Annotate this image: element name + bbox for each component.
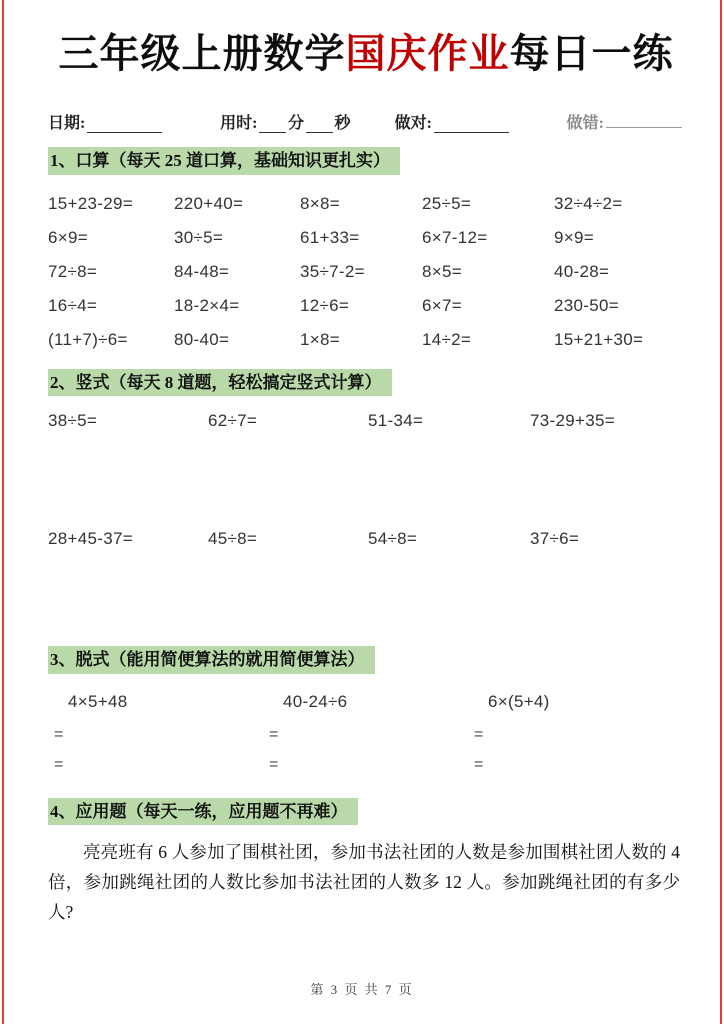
page-number-footer: 第 3 页 共 7 页 bbox=[310, 982, 414, 997]
oral-problem: 30÷5= bbox=[174, 227, 224, 247]
oral-problem: 80-40= bbox=[174, 329, 230, 349]
oral-problem: 8×5= bbox=[422, 261, 462, 281]
oral-problem: 72÷8= bbox=[48, 261, 98, 281]
title-right-text: 每日一练 bbox=[509, 31, 674, 76]
vertical-problem: 51-34= bbox=[368, 411, 424, 431]
minute-suffix-label: 分 bbox=[287, 115, 304, 132]
vertical-problem-row bbox=[48, 528, 684, 550]
oral-problem: 25÷5= bbox=[422, 193, 472, 213]
left-margin-line bbox=[2, 0, 4, 1024]
oral-problem: 84-48= bbox=[174, 261, 230, 281]
equals-sign: = bbox=[269, 725, 279, 743]
oral-problem: 61+33= bbox=[300, 227, 360, 247]
oral-problem: 14÷2= bbox=[422, 329, 472, 349]
oral-problem: 230-50= bbox=[554, 295, 619, 315]
equals-row bbox=[48, 754, 684, 776]
vertical-problem: 38÷5= bbox=[48, 411, 98, 431]
oral-problem: 6×7-12= bbox=[422, 227, 488, 247]
oral-problem: 6×7= bbox=[422, 295, 462, 315]
section-vertical-heading: 2、竖式（每天 8 道题，轻松搞定竖式计算） bbox=[48, 369, 392, 397]
oral-problem: (11+7)÷6= bbox=[48, 329, 128, 349]
meta-row bbox=[48, 110, 684, 133]
oral-problem: 16÷4= bbox=[48, 295, 98, 315]
wrong-group bbox=[567, 110, 684, 133]
stepwise-problem: 40-24÷6 bbox=[283, 691, 348, 711]
stepwise-problem: 6×(5+4) bbox=[488, 691, 550, 711]
oral-problem: 40-28= bbox=[554, 261, 610, 281]
oral-problem: 8×8= bbox=[300, 193, 340, 213]
wrong-blank bbox=[606, 112, 682, 128]
oral-problem: 15+21+30= bbox=[554, 329, 644, 349]
equals-sign: = bbox=[474, 725, 484, 743]
seconds-blank bbox=[306, 117, 333, 133]
date-blank bbox=[87, 117, 162, 133]
equals-row bbox=[48, 724, 684, 746]
right-margin-line bbox=[720, 0, 722, 1024]
equals-sign: = bbox=[269, 755, 279, 773]
oral-problem-grid bbox=[48, 187, 684, 357]
oral-problem: 220+40= bbox=[174, 193, 244, 213]
oral-problem: 9×9= bbox=[554, 227, 594, 247]
vertical-problem: 62÷7= bbox=[208, 411, 258, 431]
page-title bbox=[48, 28, 684, 80]
stepwise-problem: 4×5+48 bbox=[68, 691, 128, 711]
title-left-text: 三年级上册数学 bbox=[58, 31, 346, 76]
oral-problem: 35÷7-2= bbox=[300, 261, 365, 281]
oral-problem: 15+23-29= bbox=[48, 193, 133, 213]
correct-blank bbox=[434, 117, 509, 133]
title-red-highlight: 国庆作业 bbox=[345, 31, 510, 76]
equals-sign: = bbox=[54, 725, 64, 743]
vertical-problem: 73-29+35= bbox=[530, 411, 615, 431]
oral-problem: 12÷6= bbox=[300, 295, 350, 315]
vertical-problem: 37÷6= bbox=[530, 529, 580, 549]
section-oral-heading: 1、口算（每天 25 道口算，基础知识更扎实） bbox=[48, 147, 400, 175]
wrong-label: 做错: bbox=[566, 115, 604, 132]
oral-problem: 32÷4÷2= bbox=[554, 193, 623, 213]
equals-sign: = bbox=[54, 755, 64, 773]
date-label: 日期: bbox=[48, 115, 86, 132]
stepwise-problem-row bbox=[48, 690, 684, 714]
vertical-problem: 54÷8= bbox=[368, 529, 418, 549]
word-problem-text: 亮亮班有 6 人参加了围棋社团，参加书法社团的人数是参加围棋社团人数的 4 倍，参加跳绳社团的人数比参加书法社团的人数多 12 人。参加跳绳社团的有多少人? bbox=[48, 842, 680, 923]
correct-label: 做对: bbox=[394, 115, 432, 132]
section-word-heading: 4、应用题（每天一练，应用题不再难） bbox=[48, 798, 358, 826]
vertical-problem-row bbox=[48, 410, 684, 432]
minutes-blank bbox=[259, 117, 286, 133]
second-suffix-label: 秒 bbox=[334, 115, 351, 132]
section-stepwise-heading: 3、脱式（能用简便算法的就用简便算法） bbox=[48, 646, 375, 674]
oral-problem: 18-2×4= bbox=[174, 295, 240, 315]
equals-sign: = bbox=[474, 755, 484, 773]
oral-problem: 6×9= bbox=[48, 227, 88, 247]
vertical-problem: 45÷8= bbox=[208, 529, 258, 549]
oral-problem: 1×8= bbox=[300, 329, 340, 349]
vertical-problem: 28+45-37= bbox=[48, 529, 133, 549]
time-label: 用时: bbox=[220, 115, 258, 132]
